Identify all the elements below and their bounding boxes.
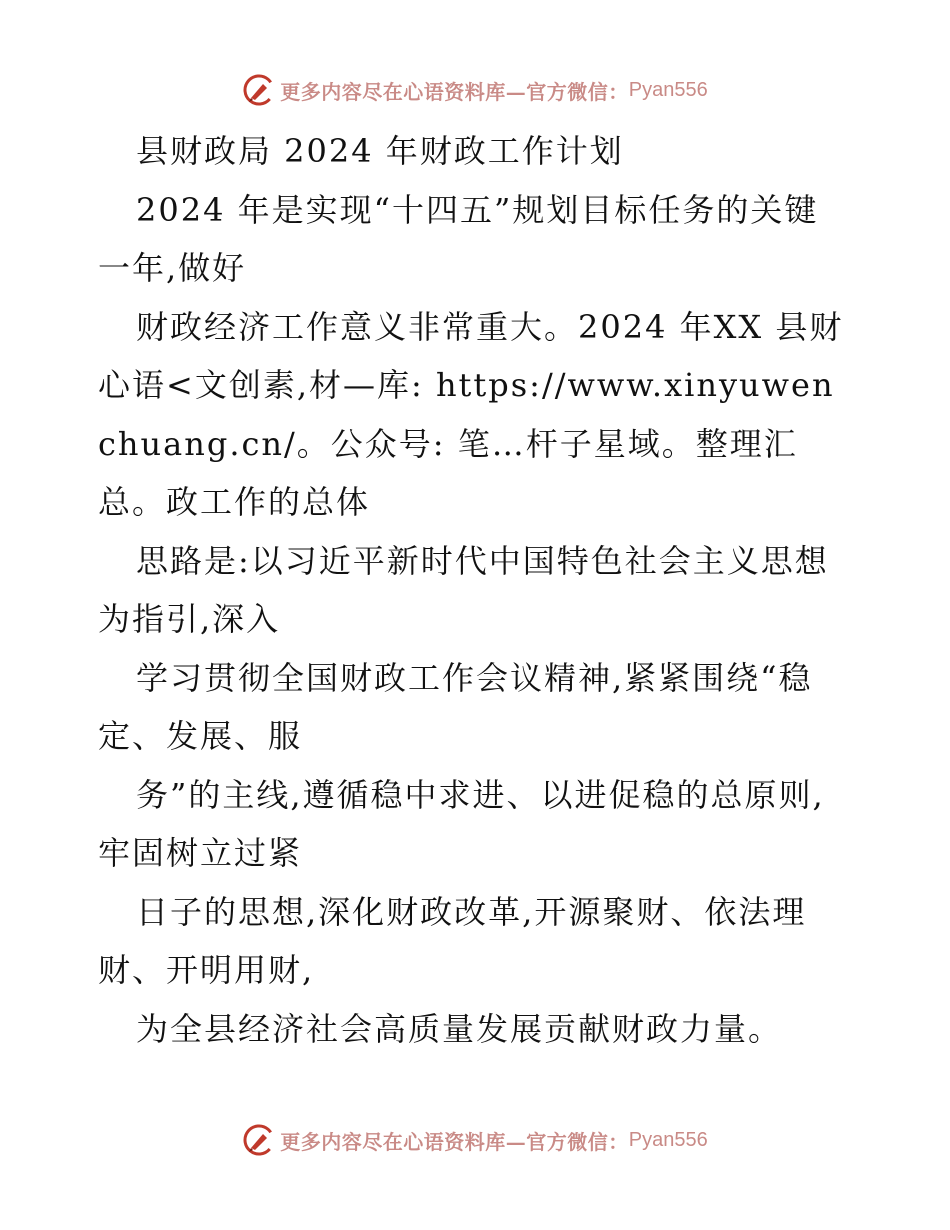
pen-logo-icon — [242, 73, 276, 107]
paragraph: 财政经济工作意义非常重大。2024 年XX 县财心语<文创素,材—库: https://www.xinyuwenchuang.cn/。公众号: 笔…杆子星域。整理汇总。政工作的总体 — [98, 307, 844, 521]
pen-logo-icon — [242, 1123, 276, 1157]
footer-banner — [0, 1120, 950, 1160]
paragraph: 思路是:以习近平新时代中国特色社会主义思想为指引,深入 — [98, 541, 829, 638]
paragraph: 学习贯彻全国财政工作会议精神,紧紧围绕“稳定、发展、服 — [98, 658, 813, 755]
paragraph: 2024 年是实现“十四五”规划目标任务的关键一年,做好 — [98, 190, 819, 287]
header-banner — [0, 70, 950, 110]
document-body — [98, 122, 848, 1058]
wechat-id: Pyan556 — [628, 1128, 708, 1151]
banner-text: 更多内容尽在心语资料库—官方微信： — [280, 1129, 629, 1154]
document-title: 县财政局 2024 年财政工作计划 — [136, 132, 624, 170]
paragraph: 务”的主线,遵循稳中求进、以进促稳的总原则,牢固树立过紧 — [98, 775, 825, 872]
paragraph: 日子的思想,深化财政改革,开源聚财、依法理财、开明用财, — [98, 892, 807, 989]
paragraph: 为全县经济社会高质量发展贡献财政力量。 — [136, 1009, 783, 1048]
wechat-id: Pyan556 — [628, 78, 708, 101]
banner-text: 更多内容尽在心语资料库—官方微信： — [280, 79, 629, 104]
